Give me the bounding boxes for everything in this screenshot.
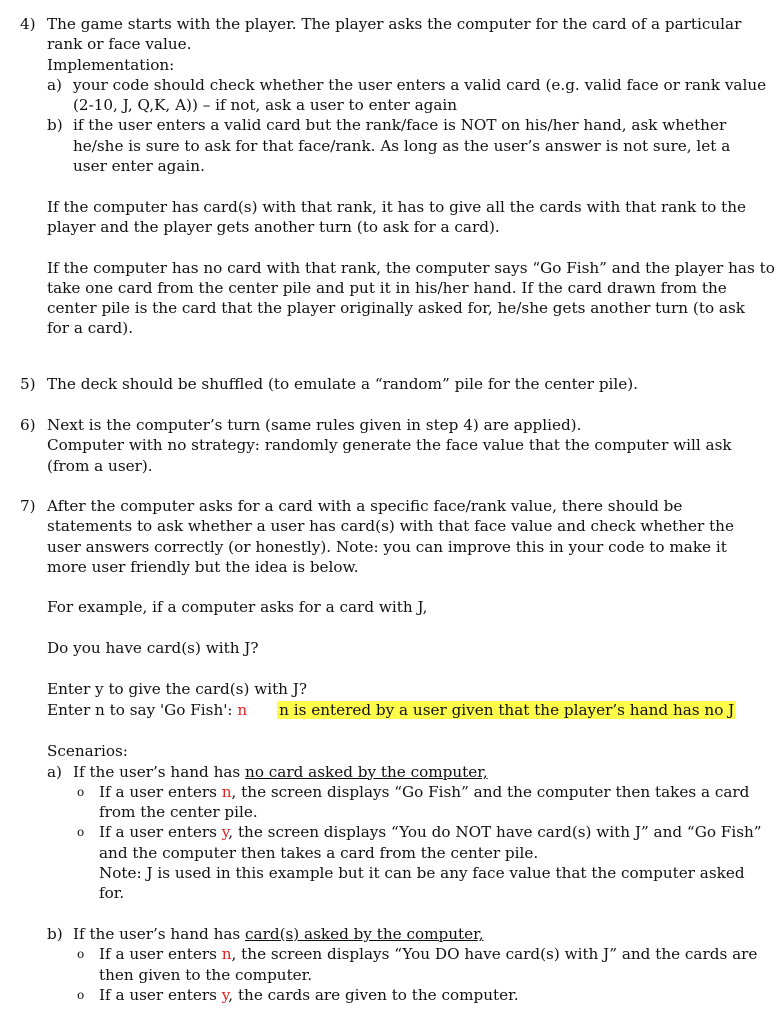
text-line: If the computer has no card with that rank, the computer says “Go Fish” and the player has to [47, 258, 775, 277]
text-line: Note: J is used in this example but it can be any face value that the computer asked [99, 864, 745, 883]
bullet-text: , the screen displays “Go Fish” and the computer then takes a card [231, 782, 750, 801]
scenario-b [47, 924, 757, 944]
text-line: more user friendly but the idea is below. [47, 557, 359, 576]
text-line: take one card from the center pile and put it in his/her hand. If the card drawn from the [47, 278, 727, 297]
text-line: center pile is the card that the player originally asked for, he/she gets another turn (to ask [47, 299, 745, 318]
text-line: Computer with no strategy: randomly generate the face value that the computer will ask [47, 436, 732, 455]
prompt-text: Enter n to say 'Go Fish': [47, 700, 238, 719]
key-y: y [221, 823, 229, 842]
text-line [73, 762, 757, 782]
text-line: (2-10, J, Q,K, A)) – if not, ask a user to enter again [73, 96, 458, 115]
bullet-text: If a user enters [99, 945, 222, 964]
underlined-text: no card asked by the computer, [245, 762, 488, 781]
key-n: n [221, 782, 232, 801]
sub-label: b) [47, 116, 63, 135]
bullet-item [47, 944, 757, 985]
bullet-text: , the screen displays “You do NOT have card(s) with J” and “Go Fish” [228, 823, 762, 842]
question-line: Do you have card(s) with J? [47, 639, 259, 658]
text-line: for a card). [47, 319, 134, 338]
text-line: The deck should be shuffled (to emulate a “random” pile for the center pile). [47, 375, 638, 393]
sub-label: a) [47, 762, 62, 781]
sub-item-b [47, 115, 757, 176]
bullet-text: , the cards are given to the computer. [228, 985, 519, 1004]
prompt-input-n: n [237, 700, 248, 719]
scenario-a [47, 762, 757, 782]
text-line: if the user enters a valid card but the rank/face is NOT on his/her hand, ask whether [73, 116, 727, 135]
bullet-text: , the screen displays “You DO have card(s) with J” and the cards are [231, 945, 758, 964]
step-5-body [47, 374, 757, 394]
text-line [99, 782, 757, 802]
text-line: from the center pile. [99, 803, 258, 822]
text-line [73, 924, 757, 944]
text-line: The game starts with the player. The player asks the computer for the card of a particular [47, 15, 742, 33]
sub-label: a) [47, 75, 62, 94]
scenario-text: If the user’s hand has [73, 924, 246, 943]
key-y: y [221, 985, 229, 1004]
step-number: 6) [20, 416, 36, 434]
text-line: statements to ask whether a user has card(s) with that face value and check whether the [47, 517, 734, 536]
step-7-body [47, 496, 762, 1005]
text-line: for. [99, 884, 125, 903]
text-line: (from a user). [47, 456, 153, 475]
text-line: then given to the computer. [99, 965, 313, 984]
scenarios-heading: Scenarios: [47, 742, 128, 761]
text-line [99, 822, 762, 842]
step-6-body [47, 415, 757, 476]
text-line: user enter again. [73, 157, 205, 176]
bullet-item [47, 985, 757, 1005]
bullet-text: If a user enters [99, 782, 222, 801]
bullet-text: If a user enters [99, 823, 222, 842]
bullet-icon: o [77, 987, 85, 1002]
bullet-item [47, 822, 762, 903]
underlined-text: card(s) asked by the computer, [245, 924, 484, 943]
bullet-item [47, 782, 757, 823]
text-line: player and the player gets another turn (to ask for a card). [47, 217, 500, 236]
text-line: your code should check whether the user enters a valid card (e.g. valid face or rank value [73, 75, 767, 94]
bullet-text: If a user enters [99, 985, 222, 1004]
text-line: Next is the computer’s turn (same rules given in step 4) are applied). [47, 416, 582, 434]
sub-label: b) [47, 924, 63, 943]
example-line: For example, if a computer asks for a card with J, [47, 598, 428, 617]
text-line: If the computer has card(s) with that rank, it has to give all the cards with that rank to the [47, 197, 747, 216]
text-line: After the computer asks for a card with a specific face/rank value, there should be [47, 497, 683, 515]
text-line [99, 944, 757, 964]
scenario-text: If the user’s hand has [73, 762, 246, 781]
sub-item-a [47, 75, 767, 116]
key-n: n [221, 945, 232, 964]
bullet-icon: o [77, 784, 85, 799]
text-line: user answers correctly (or honestly). Note: you can improve this in your code to make it [47, 537, 727, 556]
bullet-icon: o [77, 947, 85, 962]
text-line: he/she is sure to ask for that face/rank. As long as the user’s answer is not sure, let a [73, 136, 731, 155]
text-line: and the computer then takes a card from the center pile. [99, 843, 539, 862]
prompt-line-2 [47, 699, 757, 721]
bullet-icon: o [77, 825, 85, 840]
highlight-note: n is entered by a user given that the player’s hand has no J [279, 700, 735, 719]
step-number: 5) [20, 375, 36, 393]
prompt-line-1: Enter y to give the card(s) with J? [47, 679, 308, 698]
text-line: rank or face value. [47, 35, 192, 54]
step-number: 7) [20, 497, 36, 515]
text-line: Implementation: [47, 55, 175, 74]
step-number: 4) [20, 15, 36, 33]
step-4-body [47, 14, 775, 339]
text-line [99, 985, 757, 1005]
